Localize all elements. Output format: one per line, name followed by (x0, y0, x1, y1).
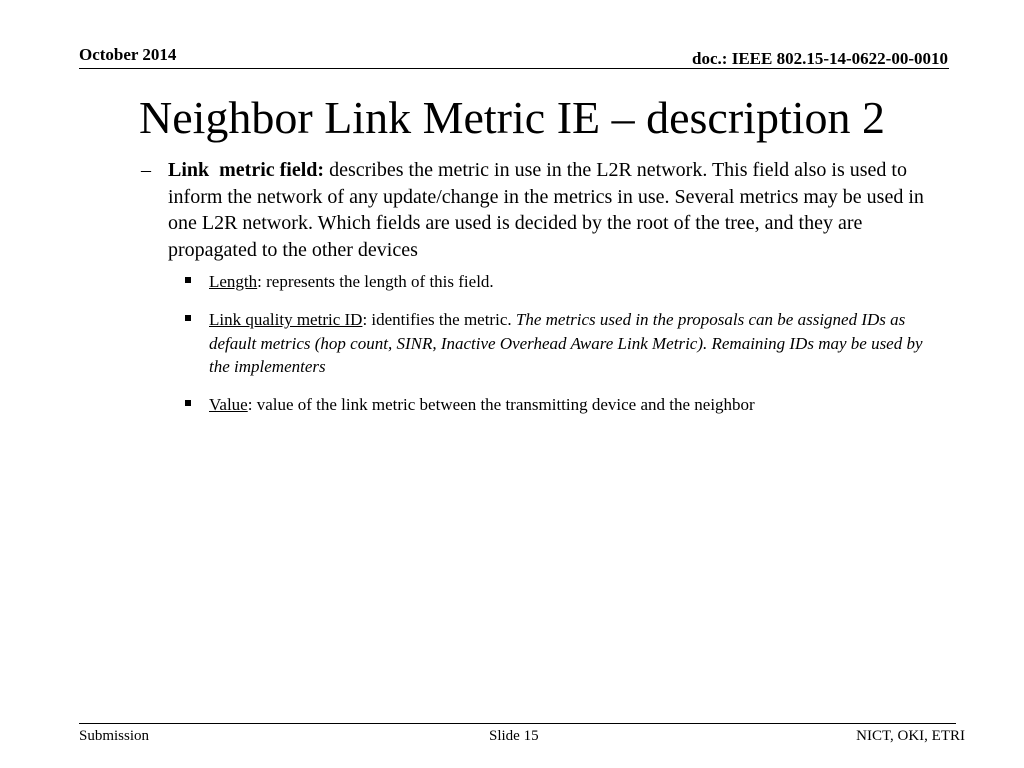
header-date: October 2014 (79, 45, 177, 64)
footer-authors: NICT, OKI, ETRI (856, 728, 965, 744)
sub-bullet-value (209, 393, 939, 417)
header-divider (79, 68, 949, 69)
square-bullet-icon (185, 315, 191, 321)
square-bullet-icon (185, 400, 191, 406)
footer-submission: Submission (79, 728, 150, 744)
main-bullet (141, 157, 933, 263)
sub-bullet-italic-note: The metrics used in the proposals can be assigned IDs as default metrics (hop count, SINR, Inactive Overhead Aware Link Metric). Remaining IDs may be used by the implementers (209, 310, 923, 376)
header-doc-id: doc.: IEEE 802.15-14-0622-00-0010 (692, 49, 948, 68)
square-bullet-icon (185, 277, 191, 283)
dash-bullet-marker: – (141, 159, 151, 181)
footer-slide-number: Slide 15 (489, 728, 539, 744)
sub-bullet-text: : value of the link metric between the transmitting device and the neighbor (247, 395, 755, 414)
sub-bullet-link-quality-metric-id (209, 308, 939, 379)
sub-bullet-length (209, 270, 939, 294)
main-bullet-lead: Link metric field: (168, 159, 325, 181)
slide-title: Neighbor Link Metric IE – description 2 (138, 92, 886, 143)
sub-bullet-text: : identifies the metric. (362, 310, 516, 329)
sub-bullet-term: Value (209, 395, 248, 414)
main-bullet-text: describes the metric in use in the L2R network. This field also is used to inform the network of any update/change in the metrics in use. Several metrics may be used in one L2R network. Which fields are used is decided by the root of the tree, and they are propagated to the other devices (168, 159, 924, 261)
sub-bullet-text: : represents the length of this field. (257, 272, 494, 291)
footer-divider (79, 723, 956, 724)
sub-bullet-term: Link quality metric ID (209, 310, 363, 329)
sub-bullet-term: Length (209, 272, 258, 291)
